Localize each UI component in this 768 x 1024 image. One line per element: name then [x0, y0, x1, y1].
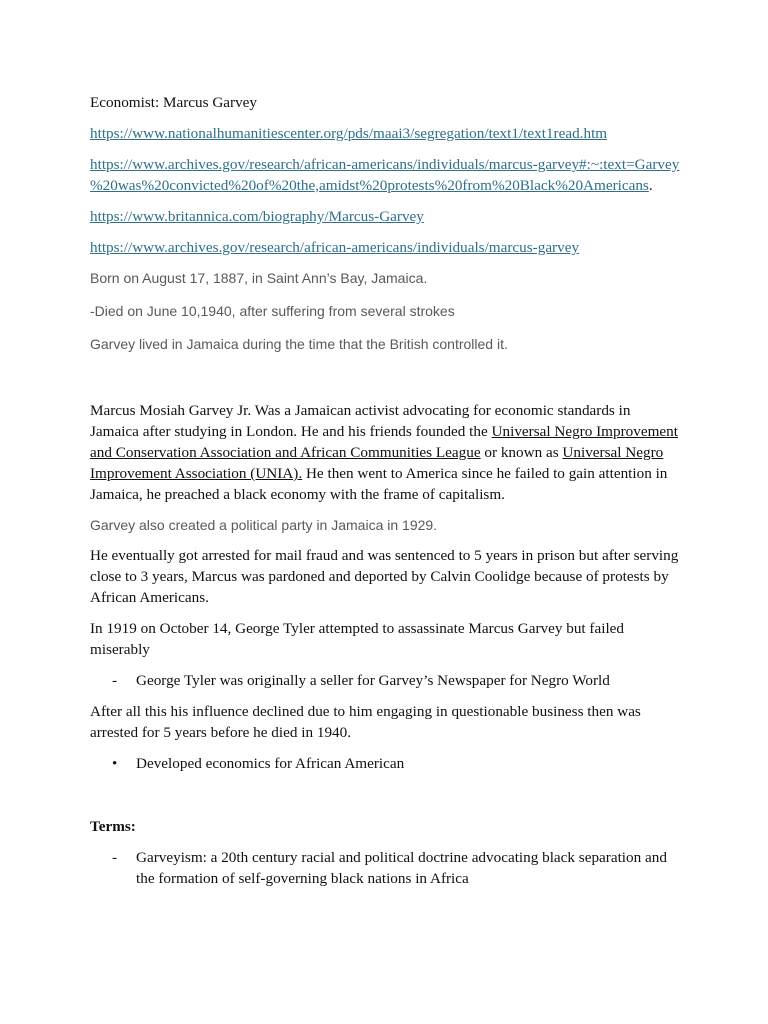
assassination-paragraph: In 1919 on October 14, George Tyler attempted to assassinate Marcus Garvey but failed miserably: [90, 620, 625, 658]
link-britannica[interactable]: https://www.britannica.com/biography/Marcus-Garvey: [90, 208, 424, 225]
org-name-unia-part2: and Conservation Association and African Communities League: [90, 444, 481, 461]
terms-heading: Terms:: [90, 818, 136, 835]
org-name-short-part2: Improvement Association (UNIA).: [90, 465, 303, 482]
arrest-paragraph: He eventually got arrested for mail fraud and was sentenced to 5 years in prison but after serving close to 3 years, Marcus was pardoned and deported by Calvin Coolidge because of protests by African Americans.: [90, 547, 679, 606]
link-national-humanities[interactable]: https://www.nationalhumanitiescenter.org/pds/maai3/segregation/text1/text1read.htm: [90, 125, 608, 142]
bio-paragraph: [90, 400, 690, 505]
bio-line-2: Jamaica after studying in London. He and his friends founded the Universal Negro Improvement: [90, 423, 678, 440]
source-link-3: [90, 206, 690, 227]
fact-born: Born on August 17, 1887, in Saint Ann’s Bay, Jamaica.: [90, 270, 428, 286]
link-archives-text-fragment-cont[interactable]: %20was%20convicted%20of%20the,amidst%20protests%20from%20Black%20Americans: [90, 177, 649, 194]
bio-line-4: Improvement Association (UNIA). He then went to America since he failed to gain attention in: [90, 465, 668, 482]
fact-british-rule: Garvey lived in Jamaica during the time that the British controlled it.: [90, 336, 508, 352]
link-archives[interactable]: https://www.archives.gov/research/african-americans/individuals/marcus-garvey: [90, 239, 580, 256]
term-dash-marker: -: [112, 849, 118, 866]
source-link-4: [90, 237, 690, 258]
political-party-note: Garvey also created a political party in Jamaica in 1929.: [90, 517, 438, 533]
bio-line-3: and Conservation Association and African Communities League or known as Universal Negro: [90, 444, 664, 461]
org-name-unia-part1: Universal Negro Improvement: [491, 423, 678, 440]
bullet-marker: •: [112, 755, 118, 772]
bullet-text: Developed economics for African American: [136, 755, 405, 772]
page-title: Economist: Marcus Garvey: [90, 94, 258, 111]
fact-died: -Died on June 10,1940, after suffering from several strokes: [90, 303, 455, 319]
decline-paragraph: After all this his influence declined due to him engaging in questionable business then was arrested for 5 years before he died in 1940.: [90, 703, 641, 741]
tyler-note: George Tyler was originally a seller for Garvey’s Newspaper for Negro World: [136, 672, 610, 689]
term-garveyism: Garveyism: a 20th century racial and political doctrine advocating black separation and the formation of self-governing black nations in Africa: [136, 849, 667, 887]
dash-marker: -: [112, 672, 118, 689]
bio-line-1: Marcus Mosiah Garvey Jr. Was a Jamaican activist advocating for economic standards in: [90, 402, 631, 419]
org-name-short-part1: Universal Negro: [562, 444, 664, 461]
link-archives-text-fragment[interactable]: https://www.archives.gov/research/african-americans/individuals/marcus-garvey#:~:text=Garvey: [90, 156, 680, 173]
source-link-2-cont: [90, 175, 690, 196]
source-link-1: [90, 123, 690, 144]
bio-line-5: Jamaica, he preached a black economy with the frame of capitalism.: [90, 486, 505, 503]
link-trailing-period: .: [648, 177, 653, 194]
source-link-2: [90, 154, 690, 175]
